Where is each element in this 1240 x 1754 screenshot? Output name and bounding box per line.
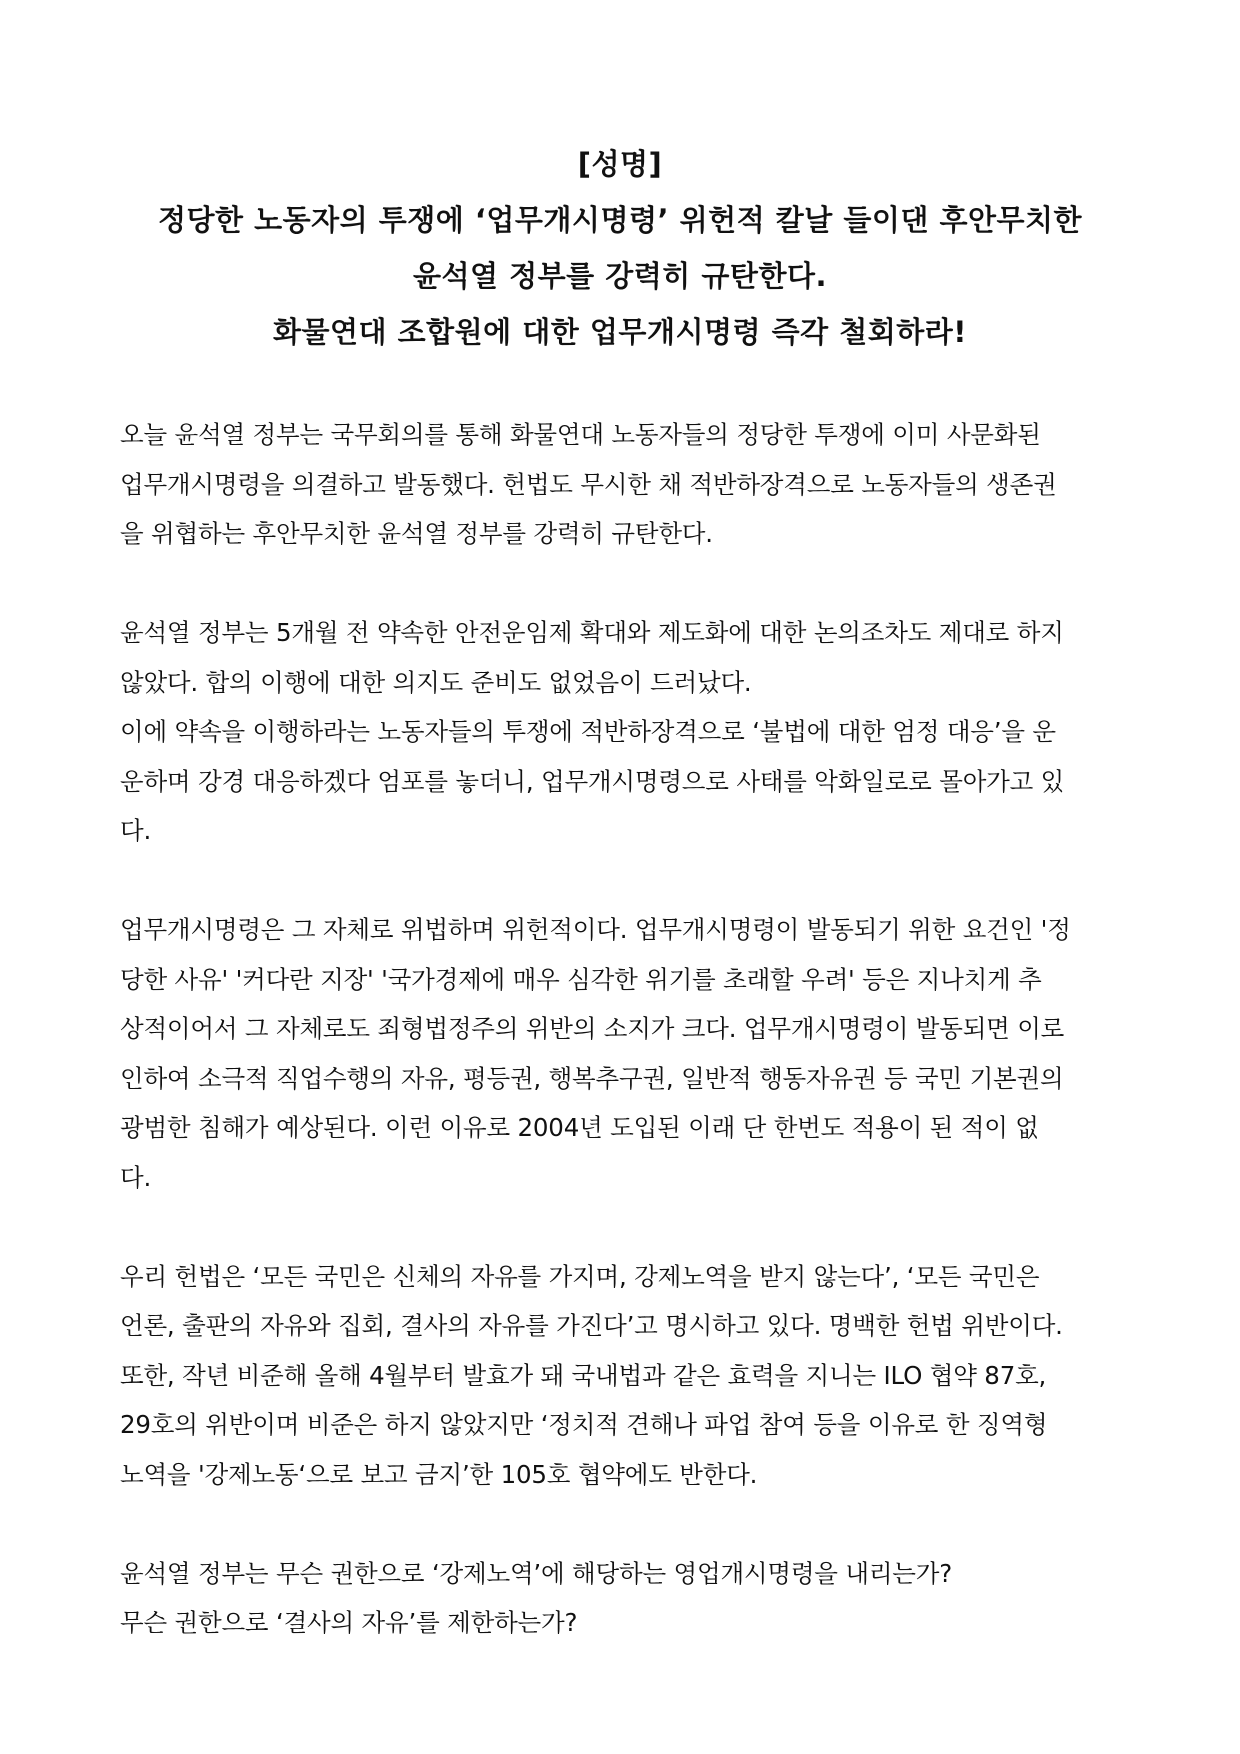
paragraph-line: 상적이어서 그 자체로도 죄형법정주의 위반의 소지가 크다. 업무개시명령이 발동되면 이로 (120, 1014, 1065, 1043)
paragraph-line: 오늘 윤석열 정부는 국무회의를 통해 화물연대 노동자들의 정당한 투쟁에 이미 사문화된 (120, 420, 1041, 449)
title-headline-line-1: 정당한 노동자의 투쟁에 ‘업무개시명령’ 위헌적 칼날 들이댄 후안무치한 (157, 203, 1083, 237)
paragraph-2 (120, 608, 1122, 856)
paragraph-5 (120, 1549, 1122, 1648)
paragraph-line: 업무개시명령은 그 자체로 위법하며 위헌적이다. 업무개시명령이 발동되기 위한 요건인 '정 (120, 915, 1071, 944)
paragraph-line: 다. (120, 816, 152, 845)
paragraph-line: 우리 헌법은 ‘모든 국민은 신체의 자유를 가지며, 강제노역을 받지 않는다’, ‘모든 국민은 (120, 1261, 1040, 1291)
paragraph-line: 윤석열 정부는 5개월 전 약속한 안전운임제 확대와 제도화에 대한 논의조차도 제대로 하지 (120, 618, 1064, 647)
paragraph-line: 인하여 소극적 직업수행의 자유, 평등권, 행복추구권, 일반적 행동자유권 등 국민 기본권의 (120, 1063, 1064, 1093)
paragraph-line: 29호의 위반이며 비준은 하지 않았지만 ‘정치적 견해나 파업 참여 등을 이유로 한 징역형 (120, 1410, 1048, 1439)
paragraph-4 (120, 1252, 1122, 1500)
paragraph-line: 이에 약속을 이행하라는 노동자들의 투쟁에 적반하장격으로 ‘불법에 대한 엄정 대응’을 운 (120, 717, 1056, 746)
paragraph-line: 운하며 강경 대응하겠다 엄포를 놓더니, 업무개시명령으로 사태를 악화일로로 몰아가고 있 (120, 766, 1065, 796)
paragraph-line: 않았다. 합의 이행에 대한 의지도 준비도 없었음이 드러났다. (120, 667, 752, 697)
paragraph-line: 윤석열 정부는 무슨 권한으로 ‘강제노역’에 해당하는 영업개시명령을 내리는가? (120, 1558, 953, 1588)
paragraph-line: 광범한 침해가 예상된다. 이런 이유로 2004년 도입된 이래 단 한번도 적용이 된 적이 없 (120, 1113, 1039, 1142)
title-label: [성명] (577, 147, 663, 181)
title-headline-line-3: 화물연대 조합원에 대한 업무개시명령 즉각 철회하라! (272, 315, 967, 349)
paragraph-line: 또한, 작년 비준해 올해 4월부터 발효가 돼 국내법과 같은 효력을 지니는 ILO 협약 87호, (120, 1360, 1047, 1390)
paragraph-line: 언론, 출판의 자유와 집회, 결사의 자유를 가진다’고 명시하고 있다. 명백한 헌법 위반이다. (120, 1311, 1063, 1340)
paragraph-line: 다. (120, 1162, 152, 1192)
paragraph-1 (120, 410, 1122, 559)
paragraph-line: 을 위협하는 후안무치한 윤석열 정부를 강력히 규탄한다. (120, 519, 713, 548)
title-headline-line-2: 윤석열 정부를 강력히 규탄한다. (413, 259, 827, 293)
paragraph-line: 노역을 '강제노동‘으로 보고 금지’한 105호 협약에도 반한다. (120, 1459, 758, 1489)
paragraph-line: 당한 사유' '커다란 지장' '국가경제에 매우 심각한 위기를 초래할 우려' 등은 지나치게 추 (120, 964, 1042, 994)
paragraph-3 (120, 905, 1122, 1202)
paragraph-line: 업무개시명령을 의결하고 발동했다. 헌법도 무시한 채 적반하장격으로 노동자들의 생존권 (120, 469, 1057, 499)
statement-body (120, 410, 1122, 1697)
statement-title (120, 136, 1120, 360)
paragraph-line: 무슨 권한으로 ‘결사의 자유’를 제한하는가? (120, 1608, 578, 1637)
